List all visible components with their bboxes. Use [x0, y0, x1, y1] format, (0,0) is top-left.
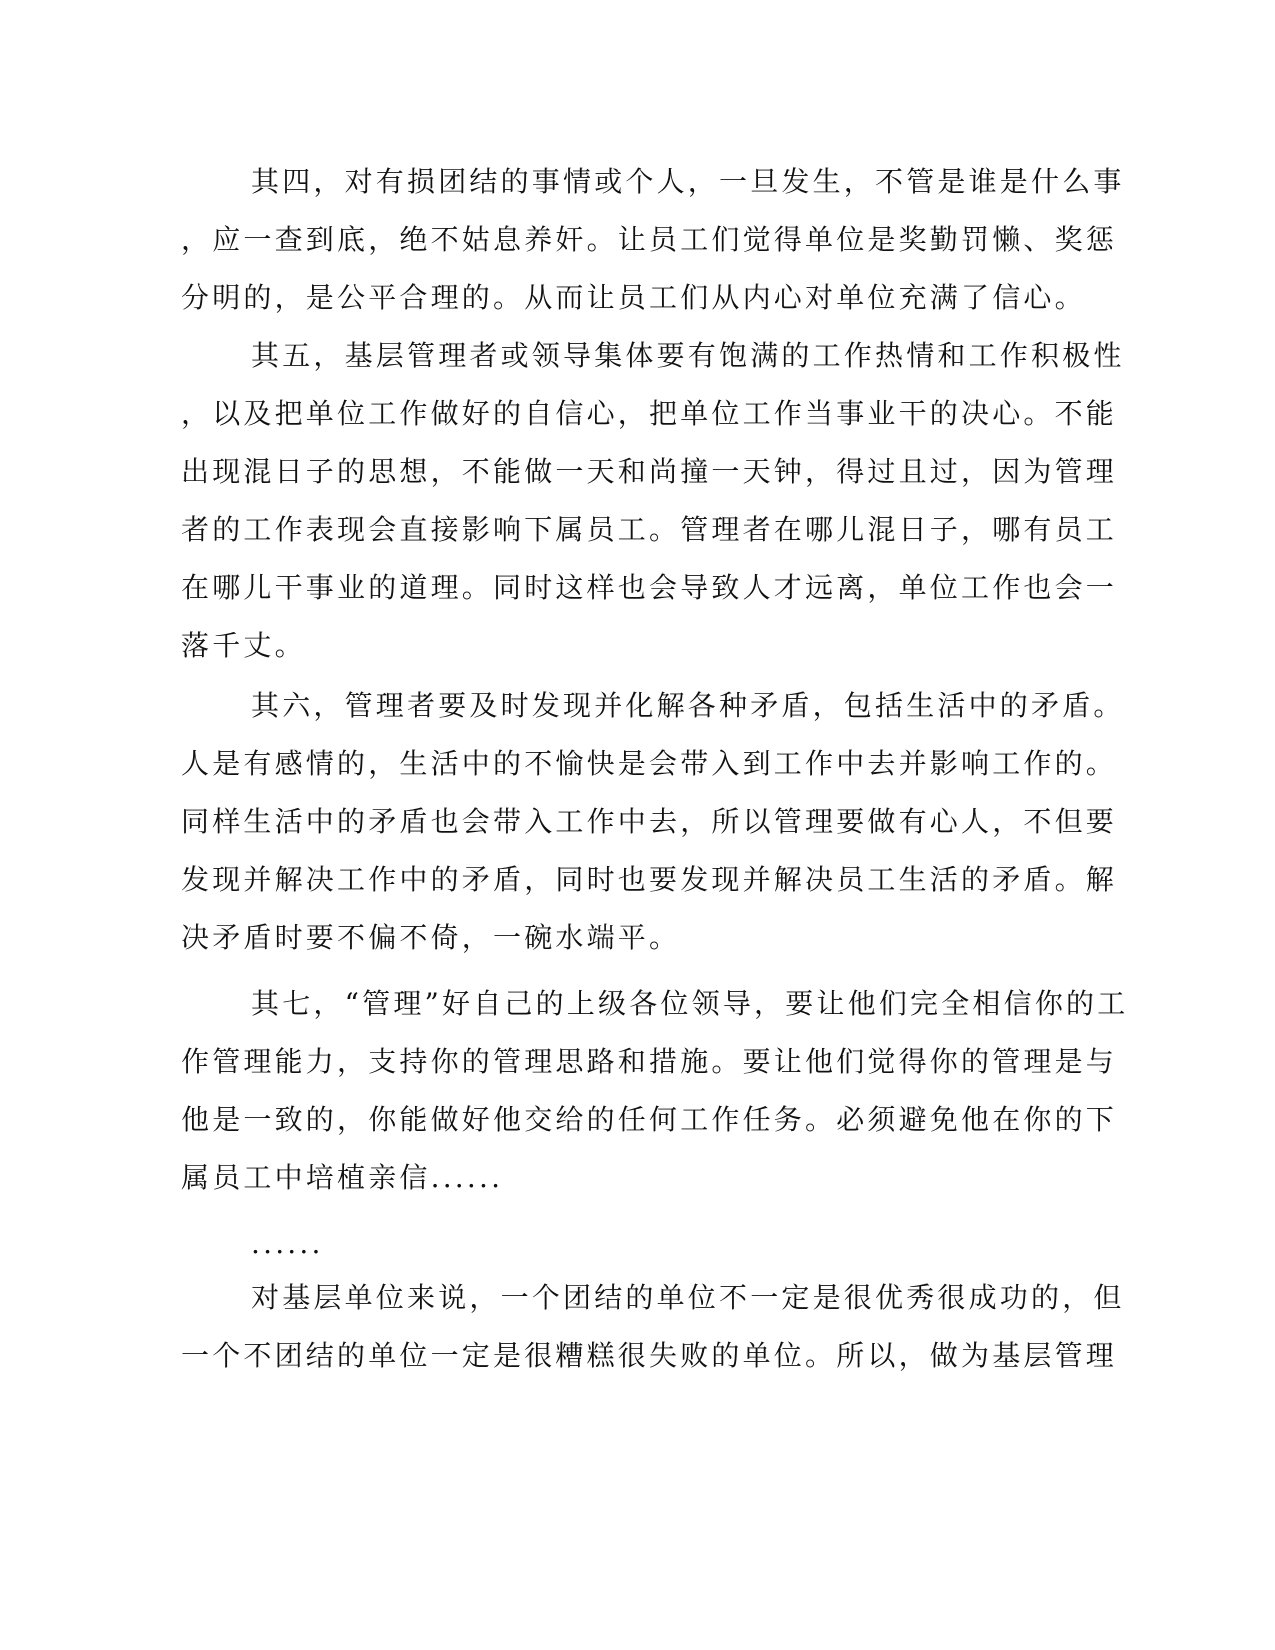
- ellipsis-line: ......: [251, 1227, 324, 1260]
- paragraph-line: 其六，管理者要及时发现并化解各种矛盾，包括生活中的矛盾。: [251, 689, 1125, 722]
- paragraph-line: 同样生活中的矛盾也会带入工作中去，所以管理要做有心人，不但要: [181, 805, 1118, 838]
- paragraph-line: ，应一查到底，绝不姑息养奸。让员工们觉得单位是奖勤罚懒、奖惩: [181, 223, 1118, 256]
- paragraph-line: 在哪儿干事业的道理。同时这样也会导致人才远离，单位工作也会一: [181, 571, 1118, 604]
- paragraph-line: 分明的，是公平合理的。从而让员工们从内心对单位充满了信心。: [181, 281, 1086, 314]
- paragraph-line: 者的工作表现会直接影响下属员工。管理者在哪儿混日子，哪有员工: [181, 513, 1118, 546]
- paragraph-line: 作管理能力，支持你的管理思路和措施。要让他们觉得你的管理是与: [181, 1045, 1118, 1078]
- paragraph-line: 其四，对有损团结的事情或个人，一旦发生，不管是谁是什么事: [251, 165, 1125, 198]
- paragraph-line: 对基层单位来说，一个团结的单位不一定是很优秀很成功的，但: [251, 1281, 1125, 1314]
- paragraph-line: 发现并解决工作中的矛盾，同时也要发现并解决员工生活的矛盾。解: [181, 863, 1118, 896]
- paragraph-line: 人是有感情的，生活中的不愉快是会带入到工作中去并影响工作的。: [181, 747, 1118, 780]
- paragraph-line: ，以及把单位工作做好的自信心，把单位工作当事业干的决心。不能: [181, 397, 1118, 430]
- paragraph-line: 属员工中培植亲信......: [181, 1161, 504, 1194]
- paragraph-line: 其五，基层管理者或领导集体要有饱满的工作热情和工作积极性: [251, 339, 1125, 372]
- paragraph-line: 他是一致的，你能做好他交给的任何工作任务。必须避免他在你的下: [181, 1103, 1118, 1136]
- paragraph-line: 出现混日子的思想，不能做一天和尚撞一天钟，得过且过，因为管理: [181, 455, 1118, 488]
- paragraph-line: 一个不团结的单位一定是很糟糕很失败的单位。所以，做为基层管理: [181, 1339, 1118, 1372]
- paragraph-line: 落千丈。: [181, 629, 306, 662]
- paragraph-line: 决矛盾时要不偏不倚，一碗水端平。: [181, 921, 681, 954]
- paragraph-line: 其七，“管理”好自己的上级各位领导，要让他们完全相信你的工: [251, 987, 1129, 1020]
